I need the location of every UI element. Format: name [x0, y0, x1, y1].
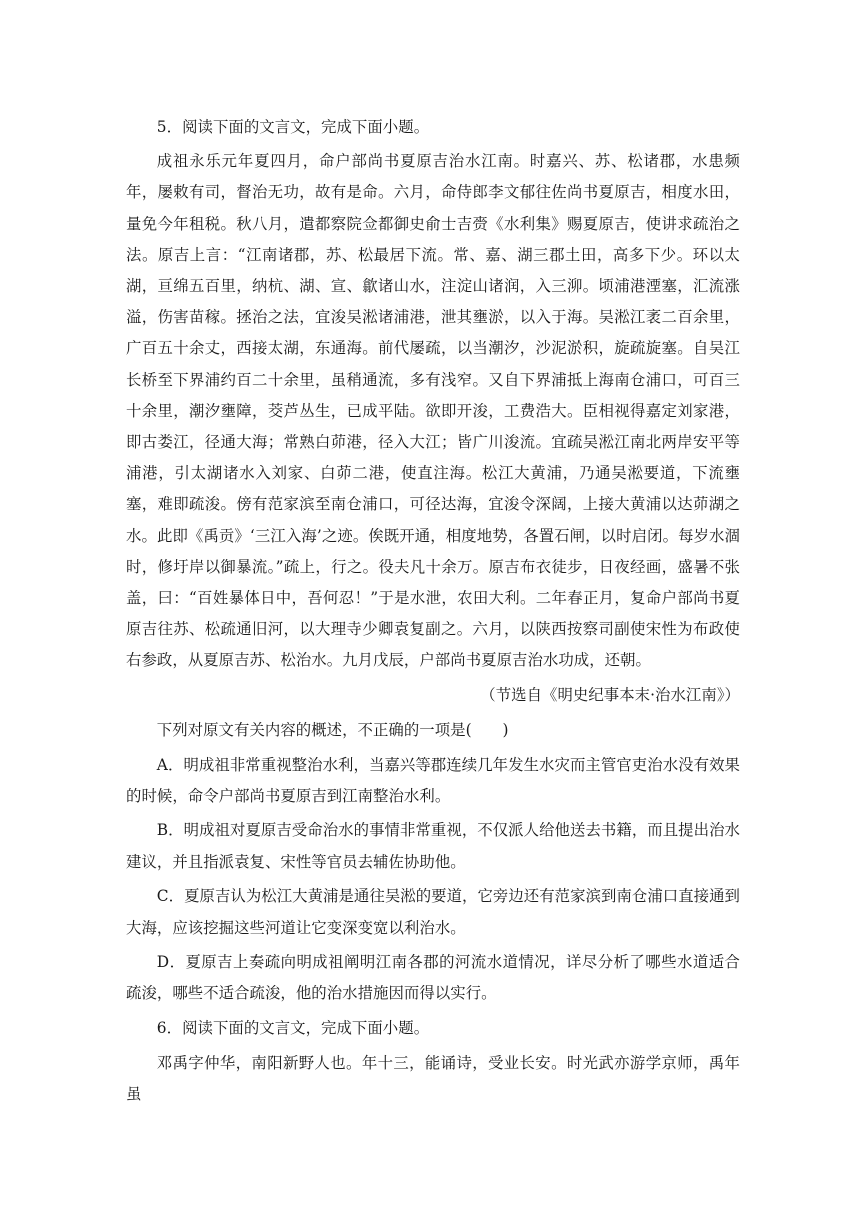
- question-6-passage: 邓禹字仲华，南阳新野人也。年十三，能诵诗，受业长安。时光武亦游学京师，禹年虽: [126, 1053, 740, 1104]
- question-5-passage: 成祖永乐元年夏四月，命户部尚书夏原吉治水江南。时嘉兴、苏、松诸郡，水患频年，屡敕有司，督治无功，故有是命。六月，命侍郎李文郁往佐尚书夏原吉，相度水田，量免今年租税。秋八月，遣都察院佥都御史俞士吉赍《水利集》赐夏原吉，使讲求疏治之法。原吉上言：“江南诸郡，苏、松最居下流。常、嘉、湖三郡土田，高多下少。环以太湖，亘绵五百里，纳杭、湖、宣、歙诸山水，注淀山诸润，入三泖。顷浦港湮塞，汇流涨溢，伤害苗稼。拯治之法，宜浚吴淞诸浦港，泄其壅淤，以入于海。吴淞江袤二百余里，广百五十余丈，西接太湖，东通海。前代屡疏，以当潮汐，沙泥淤积，旋疏旋塞。自吴江长桥至下界浦约百二十余里，虽稍通流，多有浅窄。又自下界浦抵上海南仓浦口，可百三十余里，潮汐壅障，茭芦丛生，已成平陆。欲即开浚，工费浩大。臣相视得嘉定刘家港，即古娄江，径通大海；常熟白茆港，径入大江；皆广川浚流。宜疏吴淞江南北两岸安平等浦港，引太湖诸水入刘家、白茆二港，使直注海。松江大黄浦，乃通吴淞要道，下流壅塞，难即疏浚。傍有范家滨至南仓浦口，可径达海，宜浚令深阔，上接大黄浦以达茆湖之水。此即《禹贡》‘三江入海’之迹。俟既开通，相度地势，各置石闸，以时启闭。每岁水涸时，修圩岸以御暴流。”疏上，行之。役夫凡十余万。原吉布衣徒步，日夜经画，盛暑不张盖，曰：“百姓暴体日中，吾何忍！”于是水泄，农田大利。二年春正月，复命户部尚书夏原吉往苏、松疏通旧河，以大理寺少卿袁复副之。六月，以陕西按察司副使宋性为布政使右参政，从夏原吉苏、松治水。九月戊辰，户部尚书夏原吉治水功成，还朝。: [126, 152, 740, 670]
- page-content: [126, 108, 740, 1110]
- option-c: C．夏原吉认为松江大黄浦是通往吴淞的要道，它旁边还有范家滨到南仓浦口直接通到大海，应该挖掘这些河道让它变深变宽以利治水。: [126, 887, 740, 937]
- question-5-source: （节选自《明史纪事本末·治水江南》）: [480, 686, 740, 705]
- question-6-heading: 6．阅读下面的文言文，完成下面小题。: [156, 1019, 430, 1038]
- question-5-heading: 5．阅读下面的文言文，完成下面小题。: [156, 117, 430, 136]
- option-b: B．明成祖对夏原吉受命治水的事情非常重视，不仅派人给他送去书籍，而且提出治水建议，并且指派袁复、宋性等官员去辅佐协助他。: [126, 821, 740, 871]
- option-d: D．夏原吉上奏疏向明成祖阐明江南各郡的河流水道情况，详尽分析了哪些水道适合疏浚，哪些不适合疏浚，他的治水措施因而得以实行。: [126, 953, 740, 1003]
- option-a: A．明成祖非常重视整治水利，当嘉兴等郡连续几年发生水灾而主管官吏治水没有效果的时候，命令户部尚书夏原吉到江南整治水利。: [126, 755, 740, 805]
- question-5-stem: 下列对原文有关内容的概述，不正确的一项是( ): [156, 720, 509, 739]
